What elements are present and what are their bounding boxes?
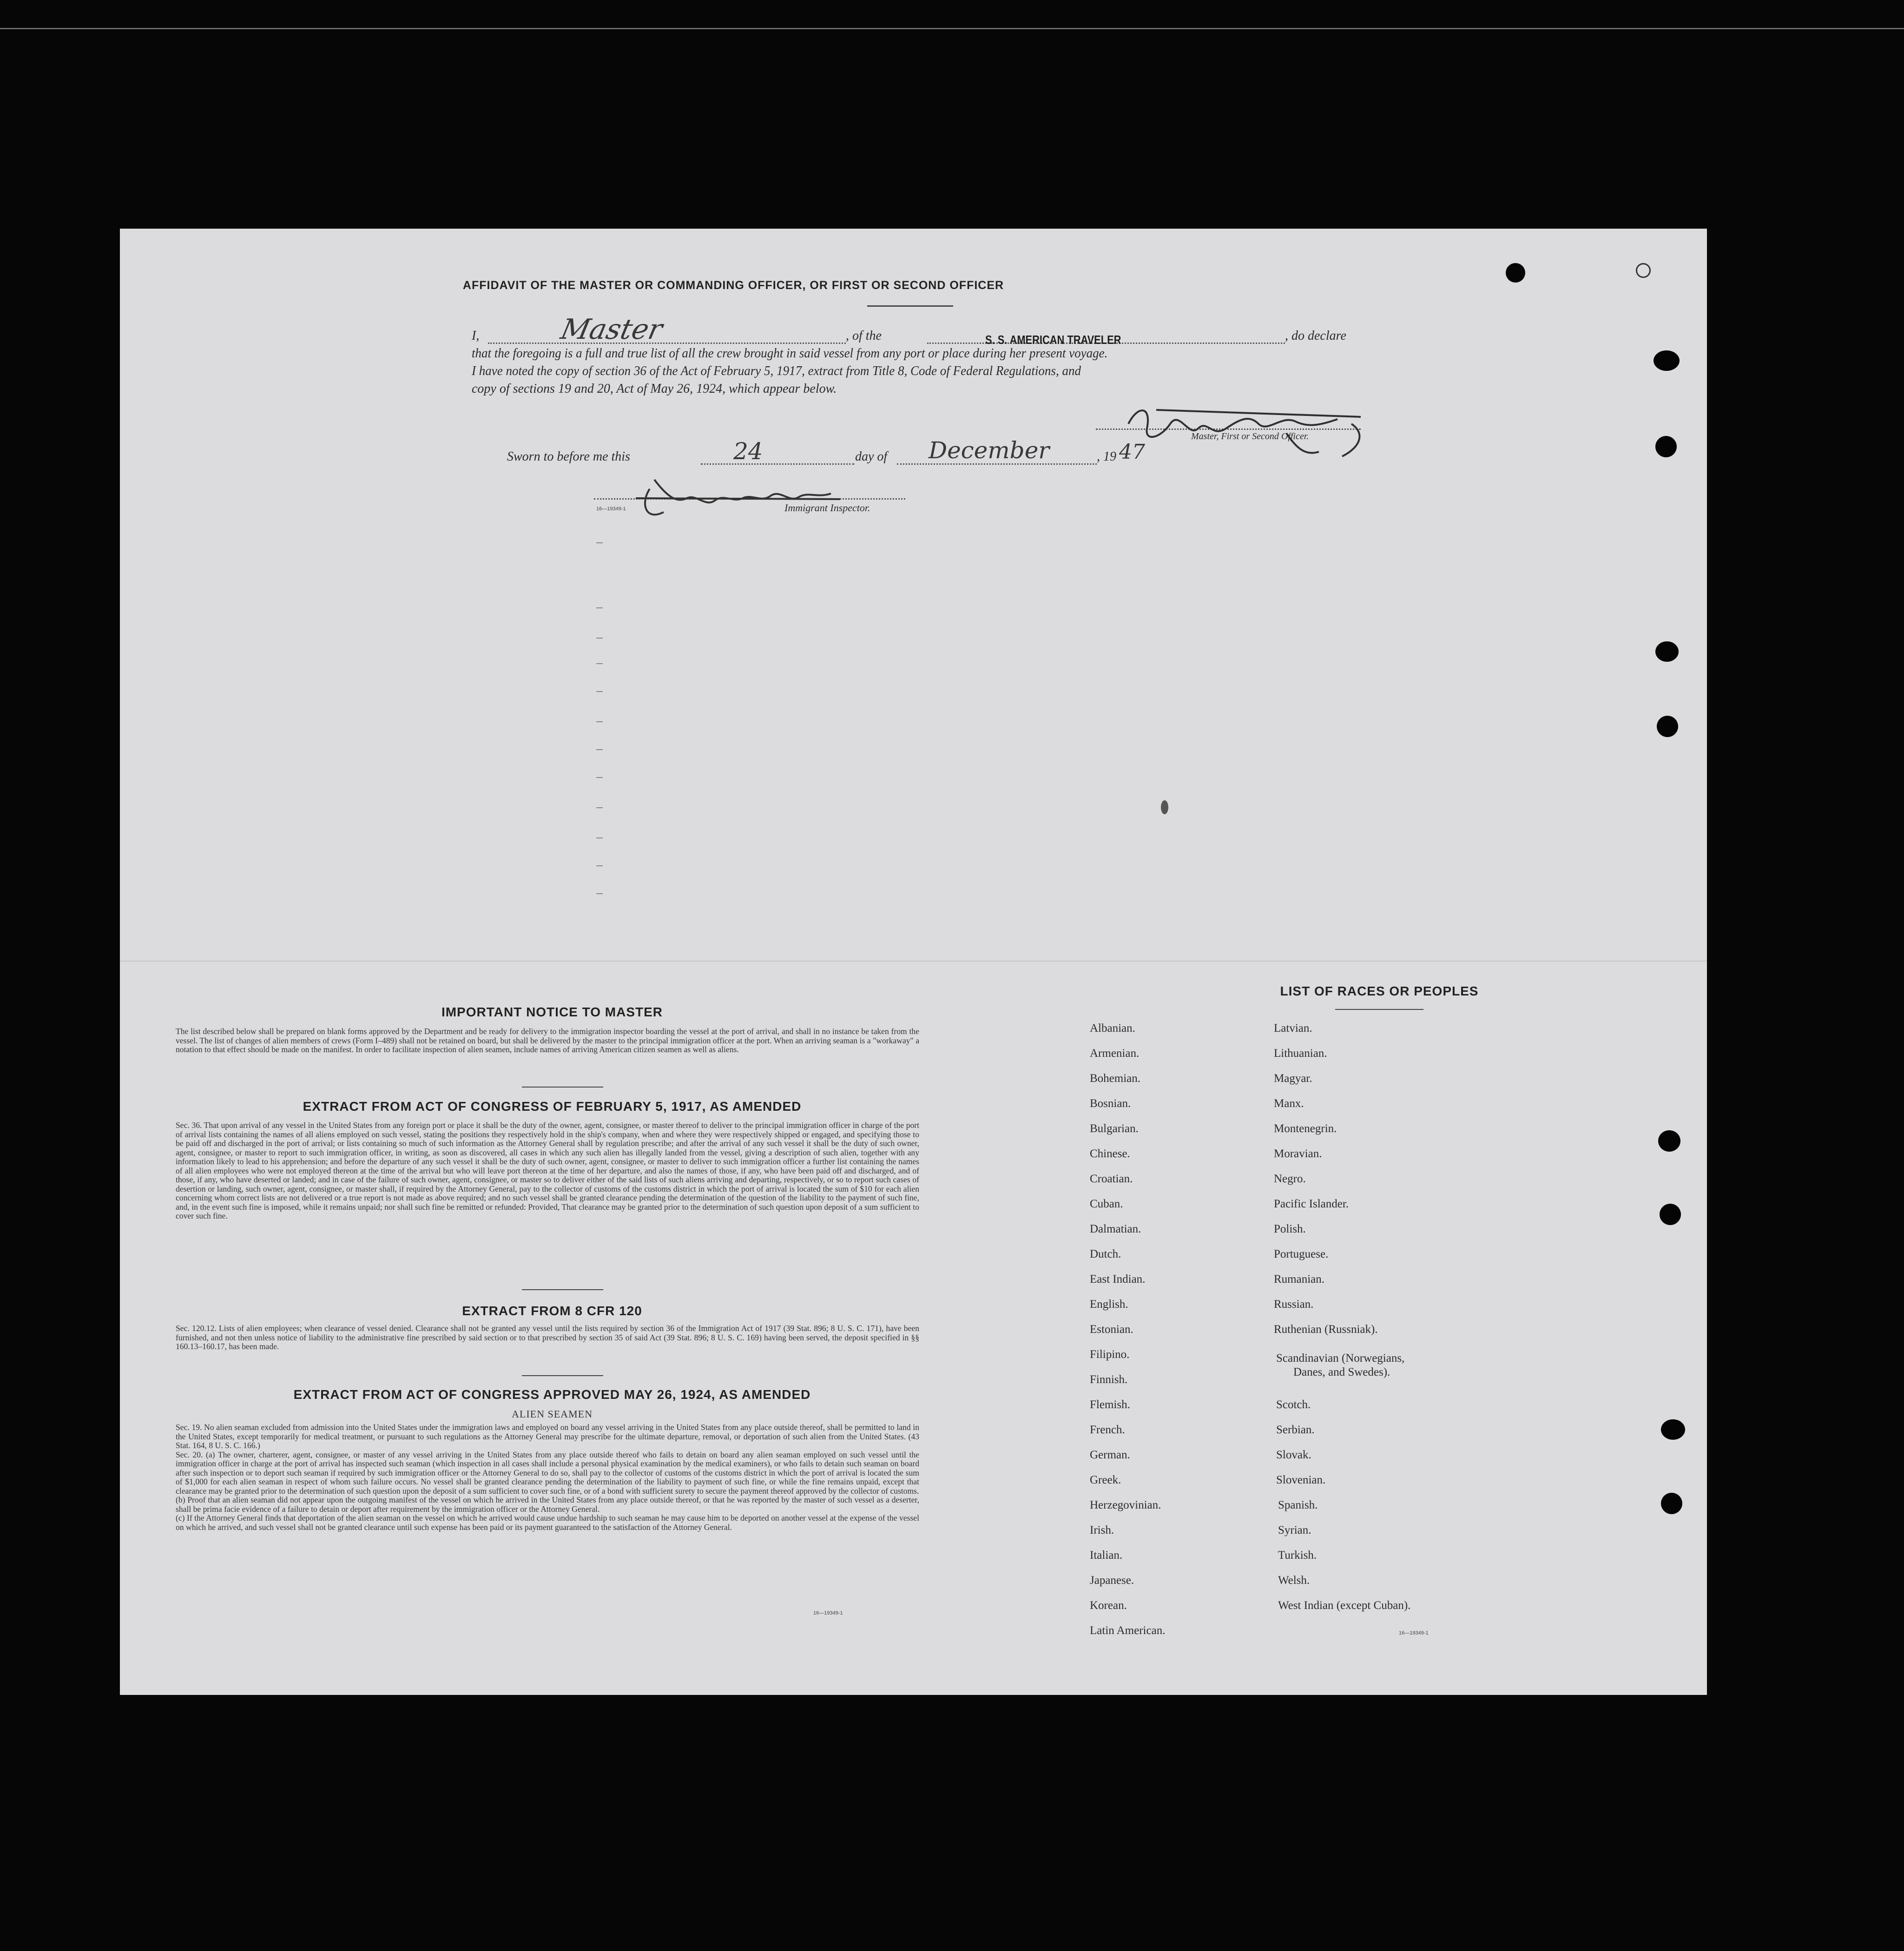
punch-hole [1655, 641, 1679, 662]
fold-line [120, 961, 1707, 962]
race-left-item: German. [1090, 1449, 1130, 1461]
race-right-item: Montenegrin. [1274, 1122, 1337, 1135]
edge-tick [596, 721, 603, 722]
punch-hole [1654, 350, 1680, 371]
race-right-item: Rumanian. [1274, 1273, 1325, 1285]
affidavit-line-3: I have noted the copy of section 36 of the Act of February 5, 1917, extract from Title 8, Code of Federal Regulations, and [472, 364, 1081, 378]
race-left-item: Chinese. [1090, 1147, 1130, 1160]
film-edge-line [0, 28, 1904, 29]
race-right-item: Syrian. [1278, 1524, 1311, 1536]
race-left-item: Dutch. [1090, 1248, 1121, 1260]
race-right-item: Portuguese. [1274, 1248, 1329, 1260]
master-signature-scribble [1119, 396, 1398, 466]
extract-1924-sec19: Sec. 19. No alien seaman excluded from admission into the United States under the immigration laws and employed on board any vessel arriving in the United States from any place outside thereof, shall be permitted to land in the United States, except temporarily for medical treatment, or pursuant to such regulations as the Attorney General may prescribe for the ultimate departure, removal, or deportation of such alien from the United States. (43 Stat. 164, 8 U. S. C. 166.) [176, 1423, 919, 1450]
notice-rule [522, 1087, 603, 1088]
race-left-item: Japanese. [1090, 1574, 1134, 1587]
race-left-item: Greek. [1090, 1474, 1121, 1486]
race-left-item: Irish. [1090, 1524, 1114, 1536]
extract-1924-sec20c: (c) If the Attorney General finds that deportation of the alien seaman on the vessel on which he arrived would cause undue hardship to such seaman he may cause him to be deported on another vessel at the expense of the vessel on which he arrived, and such vessel shall not be granted clearance until such expense has been paid or its payment guaranteed to the satisfaction of the Attorney General. [176, 1513, 919, 1532]
affidavit-line-4: copy of sections 19 and 20, Act of May 26, 1924, which appear below. [472, 382, 837, 396]
race-right-item: Scandinavian (Norwegians, [1276, 1352, 1405, 1364]
race-left-item: Filipino. [1090, 1348, 1130, 1361]
sworn-month-handwritten: December [929, 437, 1050, 464]
race-left-item: Finnish. [1090, 1373, 1128, 1386]
race-left-item: English. [1090, 1298, 1128, 1311]
edge-tick [596, 663, 603, 664]
punch-hole-partial [1636, 263, 1651, 278]
affidavit-title: AFFIDAVIT OF THE MASTER OR COMMANDING OFFICER, OR FIRST OR SECOND OFFICER [462, 279, 1004, 292]
edge-tick [596, 691, 603, 692]
affidavit-do-declare: , do declare [1285, 329, 1346, 343]
extract-form-code: 16—19349-1 [813, 1610, 843, 1616]
year-handwritten: 47 [1119, 440, 1145, 464]
affidavit-name-handwritten: Master [558, 313, 665, 346]
race-right-item: Moravian. [1274, 1147, 1322, 1160]
race-left-item: Flemish. [1090, 1398, 1130, 1411]
races-form-code: 16—19349-1 [1399, 1630, 1429, 1636]
race-left-item: Italian. [1090, 1549, 1123, 1562]
extract-1924-title: EXTRACT FROM ACT OF CONGRESS APPROVED MAY 26, 1924, AS AMENDED [293, 1387, 811, 1402]
race-left-item: Armenian. [1090, 1047, 1140, 1060]
race-left-item: Bulgarian. [1090, 1122, 1139, 1135]
extract-cfr-text: Sec. 120.12. Lists of alien employees; when clearance of vessel denied. Clearance shall not be granted any vessel until the lists required by section 36 of the Immigration Act of 1917 (39 Stat. 896; 8 U. S. C. 171), have been furnished, and not then unless notice of liability to the administrative fine prescribed by said section or to that prescribed by section 35 of said Act (39 Stat. 896; 8 U. S. C. 169) having been served, the deposit specified in §§ 160.13–160.17, has been made. [176, 1324, 919, 1351]
extract-1917-text: Sec. 36. That upon arrival of any vessel in the United States from any foreign port or place it shall be the duty of the owner, agent, consignee, or master thereof to deliver to the principal immigration officer in charge of the port of arrival lists containing the names of all aliens employed on such vessel, stating the positions they respectively hold in the ship's company, when and where they were respectively shipped or engaged, and specifying those to be paid off and discharged in the port of arrival; or lists containing so much of such information as the Attorney General shall by regulation prescribe; and after the arrival of any such vessel it shall be the duty of such owner, agent, consignee, or master to report to such immigration officer, in writing, as soon as discovered, all cases in which any such alien has illegally landed from the vessel, giving a description of such alien, together with any information likely to lead to his apprehension; and before the departure of any such vessel it shall be the duty of such owner, agent, consignee, or master to deliver to such immigration officer a further list containing the names of all alien employees who were not employed thereon at the time of the arrival but who will leave port thereon at the time of her departure, and also the names of those, if any, who have been paid off and discharged, and of those, if any, who have deserted or landed; and in case of the failure of such owner, agent, consignee, or master so to deliver either of the said lists of such aliens arriving and departing, respectively, or so to report such cases of desertion or landing, such owner, agent, consignee, or master shall, if required by the Attorney General, pay to the collector of customs of the customs district in which the port of arrival is located the sum of $10 for each alien concerning whom correct lists are not delivered or a true report is not made as above required; and no such vessel shall be granted clearance pending the determination of the question of the liability to the payment of such fine, and, in the event such fine is imposed, while it remains unpaid; nor shall such fine be remitted or refunded: Provided, That clearance may be granted prior to the determination of such question upon deposit of a sum sufficient to cover such fine. [176, 1121, 919, 1220]
edge-tick [596, 837, 603, 838]
race-right-item: Welsh. [1278, 1574, 1310, 1587]
document-page [120, 229, 1707, 1695]
punch-hole [1657, 716, 1678, 737]
sworn-day-handwritten: 24 [733, 438, 763, 465]
race-right-item: Turkish. [1278, 1549, 1317, 1562]
ink-spot [1161, 800, 1168, 814]
race-left-item: Estonian. [1090, 1323, 1133, 1336]
punch-hole [1660, 1204, 1681, 1225]
affidavit-name-line [488, 343, 846, 344]
race-right-item: Polish. [1274, 1223, 1306, 1235]
race-right-item: Danes, and Swedes). [1293, 1366, 1390, 1378]
edge-tick [596, 638, 603, 639]
extract-1917-rule [522, 1289, 603, 1290]
notice-text: The list described below shall be prepared on blank forms approved by the Department and be ready for delivery to the immigration inspector boarding the vessel at the port of arrival, and shall in no instance be taken from the vessel. The list of changes of alien members of crews (Form I–489) shall not be retained on board, but shall be delivered by the master to the principal immigration officer at the port. When an arriving seaman is a "workaway" a notation to that effect should be made on the manifest. In order to facilitate inspection of alien seamen, include names of arriving American citizen seamen as well as aliens. [176, 1027, 919, 1054]
race-right-item: Slovenian. [1276, 1474, 1326, 1486]
race-right-item: Serbian. [1276, 1424, 1315, 1436]
race-left-item: Croatian. [1090, 1173, 1133, 1185]
race-left-item: Bosnian. [1090, 1097, 1131, 1110]
race-left-item: East Indian. [1090, 1273, 1146, 1285]
race-right-item: Spanish. [1278, 1499, 1318, 1511]
extract-1924-sec20b: (b) Proof that an alien seaman did not appear upon the outgoing manifest of the vessel on which he arrived in the United States from any place outside thereof, or that he was reported by the master of such vessel as a deserter, shall be prima facie evidence of a failure to detain or deport after requirement by the immigration officer or the Attorney General. [176, 1495, 919, 1514]
edge-tick [596, 807, 603, 808]
race-right-item: Ruthenian (Russniak). [1274, 1323, 1378, 1336]
affidavit-line-2: that the foregoing is a full and true list of all the crew brought in said vessel from any port or place during her present voyage. [472, 346, 1108, 361]
punch-hole [1506, 263, 1525, 283]
race-left-item: Bohemian. [1090, 1072, 1141, 1085]
notice-title: IMPORTANT NOTICE TO MASTER [441, 1005, 663, 1019]
affidavit-vessel-stamp: S. S. AMERICAN TRAVELER [985, 333, 1121, 347]
race-right-item: Lithuanian. [1274, 1047, 1327, 1060]
extract-1924-subtitle: ALIEN SEAMEN [512, 1408, 593, 1420]
race-left-item: Korean. [1090, 1599, 1127, 1612]
punch-hole [1661, 1419, 1685, 1440]
master-signature-caption: Master, First or Second Officer. [1191, 431, 1309, 442]
race-left-item: Latin American. [1090, 1624, 1166, 1637]
races-title-rule [1335, 1009, 1423, 1010]
extract-1924-sec20a: Sec. 20. (a) The owner, charterer, agent, consignee, or master of any vessel arriving in the United States from any place outside thereof who fails to detain on board any alien seaman employed on such vessel until the immigration officer in charge at the port of arrival has inspected such seaman (which inspection in all cases shall include a personal physical examination by the medical examiners), or who fails to detain such seaman on board after such inspection or to deport such seaman if required by such immigration officer or the Attorney General to do so, shall pay to the collector of customs of the customs district in which the port of arrival is located the sum of $1,000 for each alien seaman in respect of whom such failure occurs. No vessel shall be granted clearance pending the determination of the liability to payment of such fine, or while the fine remains unpaid, except that clearance may be granted prior to the determination of such question upon the deposit of a sum sufficient to cover such fine, or of a bond with sufficient surety to secure the payment thereof approved by the collector of customs. [176, 1450, 919, 1496]
edge-tick [596, 865, 603, 866]
day-of-label: day of [855, 449, 888, 464]
extract-1924-body [176, 1423, 919, 1532]
sworn-label: Sworn to before me this [507, 449, 630, 464]
extract-cfr-rule [522, 1375, 603, 1376]
punch-hole [1658, 1130, 1680, 1152]
edge-tick [596, 607, 603, 608]
edge-tick [596, 893, 603, 894]
punch-hole [1655, 436, 1677, 457]
extract-cfr-title: EXTRACT FROM 8 CFR 120 [462, 1304, 642, 1318]
punch-hole [1661, 1493, 1682, 1514]
race-left-item: Dalmatian. [1090, 1223, 1141, 1235]
edge-tick [596, 749, 603, 750]
affidavit-form-code: 16—19349-1 [596, 506, 626, 512]
race-right-item: Scotch. [1276, 1398, 1311, 1411]
race-left-item: Cuban. [1090, 1198, 1123, 1210]
race-left-item: French. [1090, 1424, 1125, 1436]
race-right-item: Pacific Islander. [1274, 1198, 1349, 1210]
affidavit-of-the-label: , of the [846, 329, 882, 343]
affidavit-i-label: I, [472, 329, 480, 343]
race-left-item: Albanian. [1090, 1022, 1135, 1035]
race-right-item: Russian. [1274, 1298, 1314, 1311]
edge-tick [596, 542, 603, 543]
year-prefix: , 19 [1097, 449, 1116, 464]
race-right-item: Manx. [1274, 1097, 1304, 1110]
race-right-item: West Indian (except Cuban). [1278, 1599, 1411, 1612]
race-right-item: Negro. [1274, 1173, 1306, 1185]
extract-1917-title: EXTRACT FROM ACT OF CONGRESS OF FEBRUARY 5, 1917, AS AMENDED [303, 1099, 802, 1114]
race-right-item: Latvian. [1274, 1022, 1312, 1035]
race-right-item: Slovak. [1276, 1449, 1311, 1461]
inspector-signature-scribble [622, 470, 873, 526]
races-title: LIST OF RACES OR PEOPLES [1280, 984, 1479, 998]
edge-tick [596, 777, 603, 778]
race-right-item: Magyar. [1274, 1072, 1312, 1085]
sworn-day-line [701, 463, 854, 465]
inspector-caption: Immigrant Inspector. [784, 502, 870, 514]
affidavit-title-rule [867, 305, 953, 307]
race-left-item: Herzegovinian. [1090, 1499, 1161, 1511]
